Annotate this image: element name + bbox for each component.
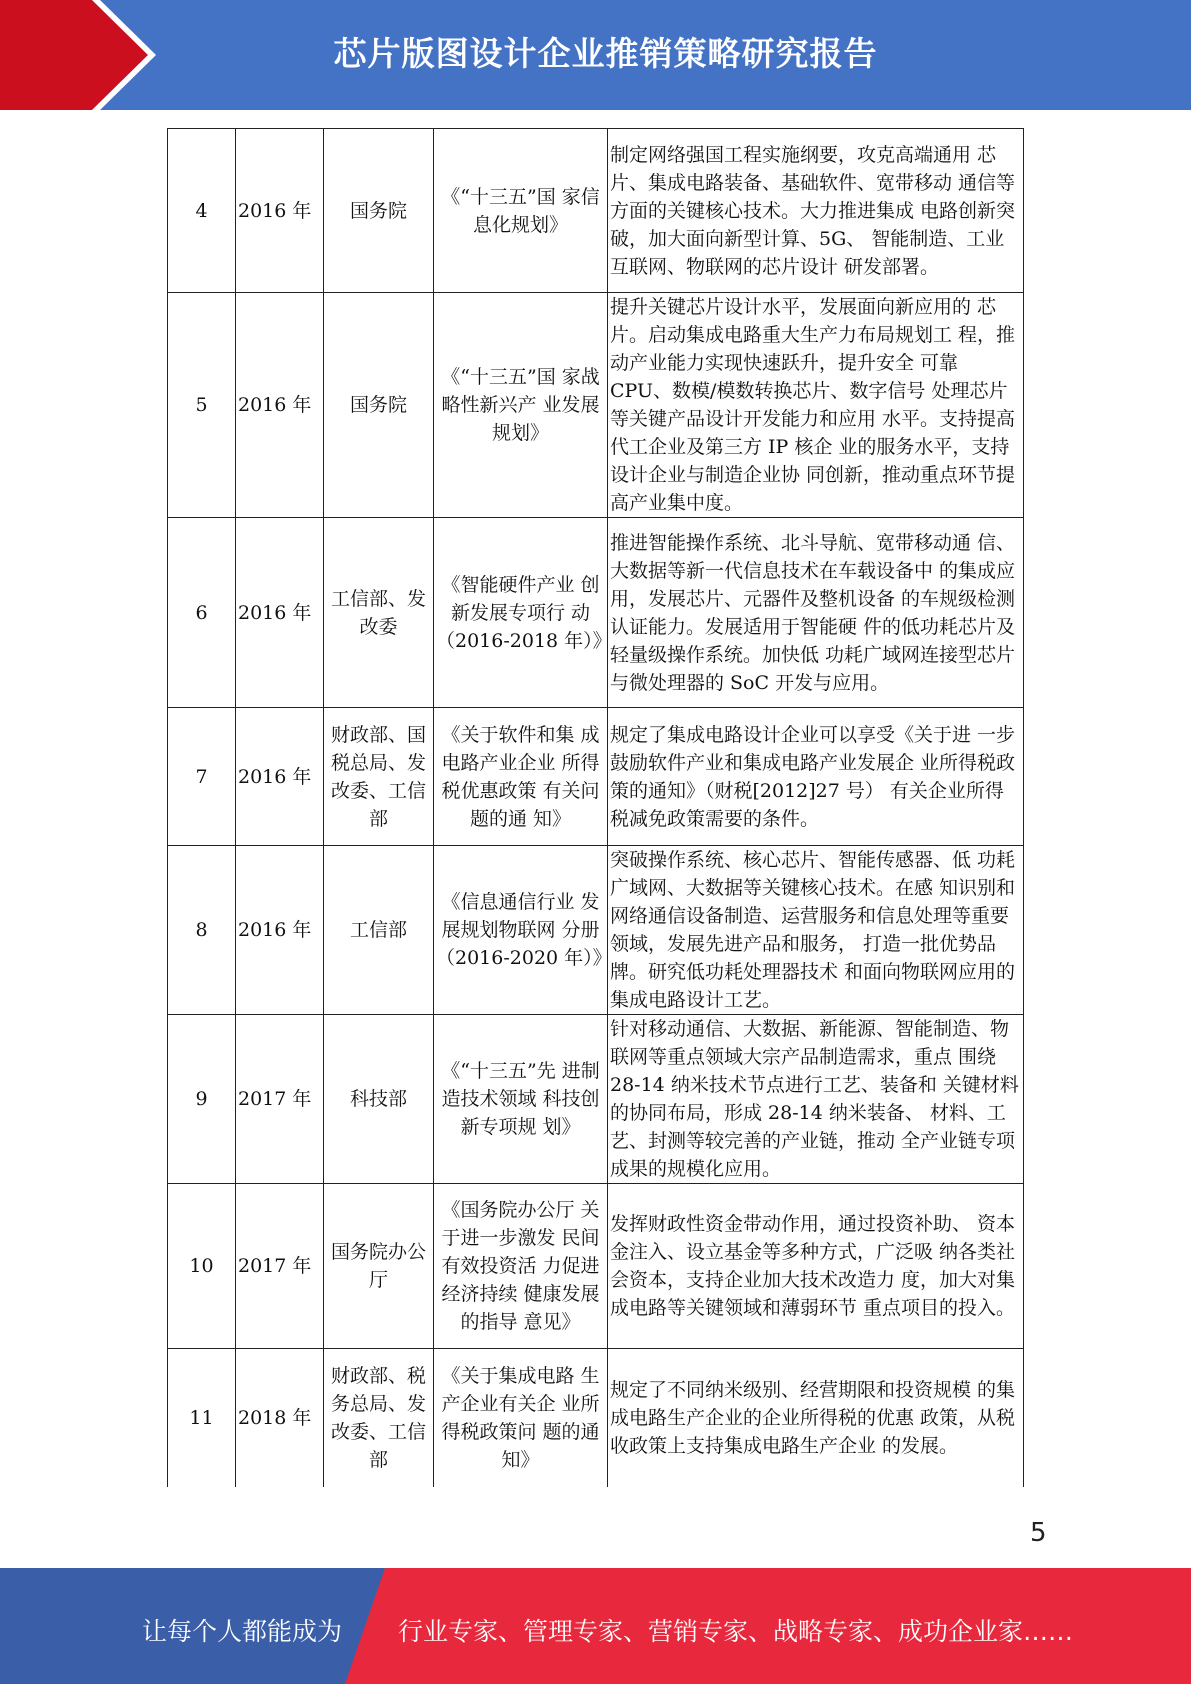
table-row (168, 846, 1024, 1015)
table-row (168, 1349, 1024, 1487)
row-department: 国务院办公厅 (324, 1184, 434, 1349)
row-policy-name: 《“十三五”国 家信息化规划》 (434, 129, 608, 293)
page-footer (0, 1568, 1191, 1684)
row-policy-name: 《“十三五”国 家战略性新兴产 业发展规划》 (434, 293, 608, 518)
row-year: 2016 年 (236, 518, 324, 708)
row-policy-content: 提升关键芯片设计水平，发展面向新应用的 芯片。启动集成电路重大生产力布局规划工 程，推动产业能力实现快速跃升，提升安全 可靠 CPU、数模/模数转换芯片、数字信号 处理芯片等关键产品设计开发能力和应用 水平。支持提高代工企业及第三方 IP 核企 业的服务水平，支持设计企业与制造企业协 同创新，推动重点环节提高产业集中度。 (608, 293, 1024, 518)
row-number: 6 (168, 518, 236, 708)
row-number: 10 (168, 1184, 236, 1349)
row-policy-name: 《关于软件和集 成电路产业企业 所得税优惠政策 有关问题的通 知》 (434, 708, 608, 846)
row-policy-content: 规定了不同纳米级别、经营期限和投资规模 的集成电路生产企业的企业所得税的优惠 政策，从税收政策上支持集成电路生产企业 的发展。 (608, 1349, 1024, 1487)
table-row (168, 129, 1024, 293)
row-policy-name: 《信息通信行业 发展规划物联网 分册（2016-2020 年）》 (434, 846, 608, 1015)
page-number: 5 (1030, 1518, 1047, 1548)
row-department: 财政部、国税总局、发改委、工信部 (324, 708, 434, 846)
row-department: 工信部、发改委 (324, 518, 434, 708)
row-department: 国务院 (324, 293, 434, 518)
row-number: 4 (168, 129, 236, 293)
table-row (168, 1184, 1024, 1349)
page-header (0, 0, 1191, 110)
row-policy-content: 突破操作系统、核心芯片、智能传感器、低 功耗广域网、大数据等关键核心技术。在感 知识别和网络通信设备制造、运营服务和信息处理等重要领域，发展先进产品和服务， 打造一批优势品牌。研究低功耗处理器技术 和面向物联网应用的集成电路设计工艺。 (608, 846, 1024, 1015)
document-title: 芯片版图设计企业推销策略研究报告 (333, 34, 878, 73)
row-policy-content: 推进智能操作系统、北斗导航、宽带移动通 信、大数据等新一代信息技术在车载设备中 的集成应用，发展芯片、元器件及整机设备 的车规级检测认证能力。发展适用于智能硬 件的低功耗芯片及轻量级操作系统。加快低 功耗广域网连接型芯片与微处理器的 SoC 开发与应用。 (608, 518, 1024, 708)
footer-slogan-right: 行业专家、管理专家、营销专家、战略专家、成功企业家…… (398, 1617, 1074, 1646)
row-number: 5 (168, 293, 236, 518)
table-row (168, 708, 1024, 846)
row-policy-content: 制定网络强国工程实施纲要，攻克高端通用 芯片、集成电路装备、基础软件、宽带移动 通信等方面的关键核心技术。大力推进集成 电路创新突破，加大面向新型计算、5G、 智能制造、工业互联网、物联网的芯片设计 研发部署。 (608, 129, 1024, 293)
row-policy-content: 发挥财政性资金带动作用，通过投资补助、 资本金注入、设立基金等多种方式，广泛吸 纳各类社会资本，支持企业加大技术改造力 度，加大对集成电路等关键领域和薄弱环节 重点项目的投入。 (608, 1184, 1024, 1349)
table-row (168, 518, 1024, 708)
row-number: 9 (168, 1015, 236, 1184)
table-row (168, 1015, 1024, 1184)
table-row (168, 293, 1024, 518)
footer-slogan-left: 让每个人都能成为 (142, 1617, 343, 1646)
row-department: 国务院 (324, 129, 434, 293)
row-policy-content: 针对移动通信、大数据、新能源、智能制造、物联网等重点领域大宗产品制造需求，重点 围绕 28-14 纳米技术节点进行工艺、装备和 关键材料的协同布局，形成 28-14 纳米装备、 材料、工艺、封测等较完善的产业链，推动 全产业链专项成果的规模化应用。 (608, 1015, 1024, 1184)
row-department: 财政部、税务总局、发改委、工信部 (324, 1349, 434, 1487)
row-year: 2016 年 (236, 293, 324, 518)
row-policy-name: 《关于集成电路 生产企业有关企 业所得税政策问 题的通知》 (434, 1349, 608, 1487)
row-year: 2016 年 (236, 846, 324, 1015)
row-number: 8 (168, 846, 236, 1015)
row-policy-name: 《“十三五”先 进制造技术领域 科技创新专项规 划》 (434, 1015, 608, 1184)
row-department: 工信部 (324, 846, 434, 1015)
row-year: 2017 年 (236, 1015, 324, 1184)
row-policy-name: 《国务院办公厅 关于进一步激发 民间有效投资活 力促进经济持续 健康发展的指导 意见》 (434, 1184, 608, 1349)
row-department: 科技部 (324, 1015, 434, 1184)
row-number: 11 (168, 1349, 236, 1487)
row-number: 7 (168, 708, 236, 846)
row-year: 2016 年 (236, 708, 324, 846)
row-policy-content: 规定了集成电路设计企业可以享受《关于进 一步鼓励软件产业和集成电路产业发展企 业所得税政策的通知》（财税[2012]27 号） 有关企业所得税减免政策需要的条件。 (608, 708, 1024, 846)
row-year: 2018 年 (236, 1349, 324, 1487)
row-policy-name: 《智能硬件产业 创新发展专项行 动（2016-2018 年）》 (434, 518, 608, 708)
row-year: 2016 年 (236, 129, 324, 293)
row-year: 2017 年 (236, 1184, 324, 1349)
policy-table (167, 128, 1024, 1487)
